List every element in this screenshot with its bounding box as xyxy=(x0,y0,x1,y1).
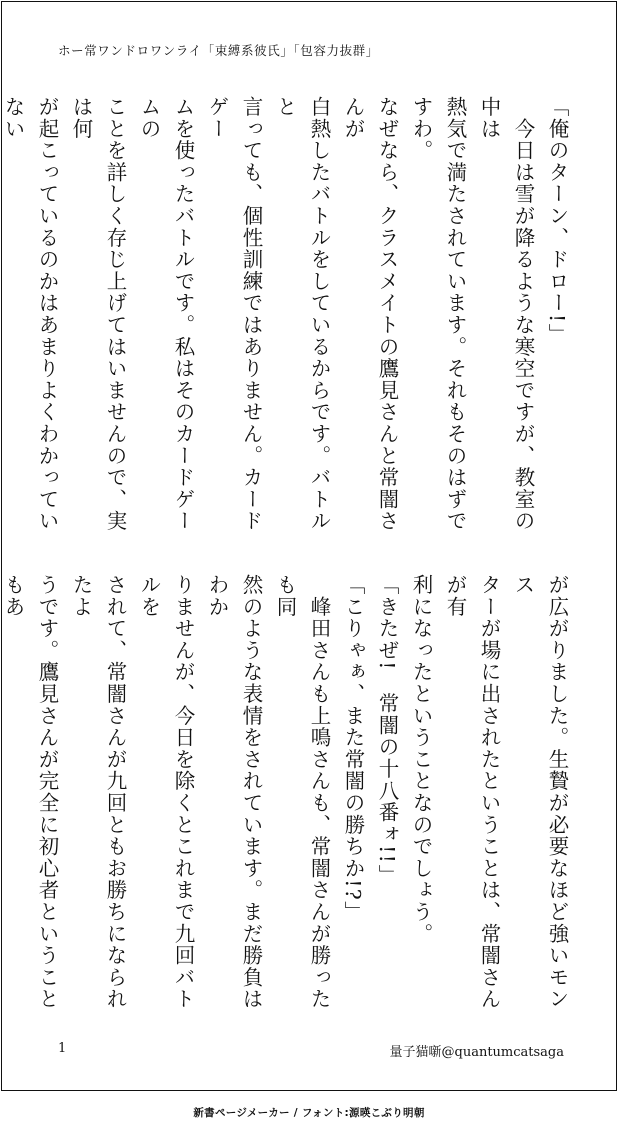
header-title: ホー常ワンドロワンライ「束縛系彼氏」「包容力抜群」 xyxy=(58,43,379,58)
body-text-upper-block: 「俺のターン、ドロー!」 今日は雪が降るような寒空ですが、教室の中は 熱気で満たされています。それもそのはずですわ。 なぜなら、クラスメイトの鷹見さんと常闇さんが 白熱したバトルをしているからです。バトルと 言っても、個性訓練ではありません。カードゲー ムを使ったバトルです。私はそのカードゲームの ことを詳しく存じ上げてはいませんので、実は何 が起こっているのかはあまりよくわかっていない xyxy=(1,96,569,532)
body-text-lower-block: が広がりました。生贄が必要なほど強いモンス ターが場に出されたということは、常闇さんが有 利になったということなのでしょう。 「きたぜ! 常闇の十八番ォ!!」 「こりゃぁ、また常闇の勝ちか!?」 峰田さんも上鳴さんも、常闇さんが勝ったも同 然のような表情をされています。まだ勝負はわか りませんが、今日を除くとこれまで九回バトルを されて、常闇さんが九回ともお勝ちになられたよ うです。鷹見さんが完全に初心者ということもあ xyxy=(1,574,569,1010)
page-number: 1 xyxy=(58,1041,67,1056)
author-credit: 量子猫噺@quantumcatsaga xyxy=(389,1045,564,1060)
generator-credit: 新書ページメーカー / フォント:源暎こぶり明朝 xyxy=(193,1107,425,1119)
page-frame xyxy=(1,1,617,1091)
